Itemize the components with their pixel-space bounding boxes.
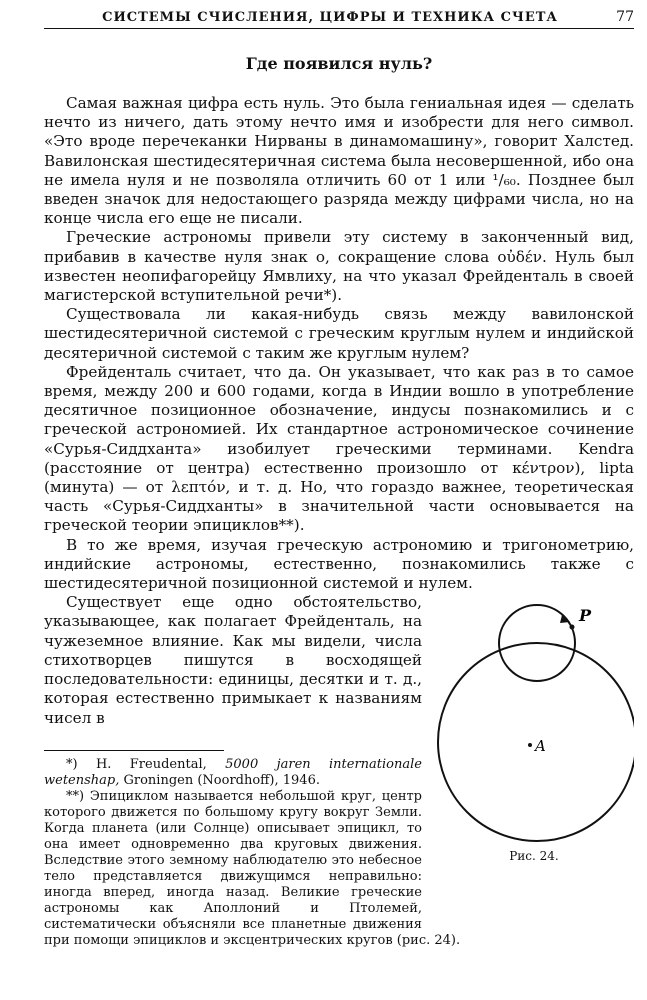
point-a-marker: [528, 743, 532, 747]
footnote-1-title: 5000 jaren internationale wetenshap,: [44, 756, 422, 788]
running-header: [44, 6, 634, 29]
paragraph-6: Существует еще одно обстоятельство, указывающее, как полагает Фрейденталь, на чужеземное влияние. Как мы видели, числа стихотворцев пишутся в восходящей последовательности: единицы, десятки и т. д., которая естественно примыкает к названиям чисел в: [44, 593, 422, 727]
paragraph-1: Самая важная цифра есть нуль. Это была гениальная идея — сделать нечто из ничего, дать этому нечто имя и изобрести для него символ. «Это вроде перечеканки Нирваны в динамомашину», говорит Халстед. Вавилонская шестидесятеричная система была несовершенной, ибо она не имела нуля и не позволяла отличить 60 от 1 или ¹/₆₀. Позднее был введен значок для недостающего разряда между цифрами числа, но на конце числа его еще не писали.: [44, 94, 634, 228]
point-p-marker: [570, 625, 575, 630]
paragraph-3: Существовала ли какая-нибудь связь между вавилонской шестидесятеричной системой с греческим круглым нулем и индийской десятеричной системой с таким же круглым нулем?: [44, 305, 634, 362]
page-number: 77: [616, 9, 634, 25]
footnote-2: **) Эпициклом называется небольшой круг, центр которого движется по большому кругу вокруг Земли. Когда планета (или Солнце) описывает эпицикл, то она имеет одновременно два круговых движения. Вследствие этого земному наблюдателю это небесное тело представляется движущимся неправильно: иногда вперед, иногда назад. Великие греческие астрономы как Аполлоний и Птолемей, систематически объясняли все планетные движения при помощи эпициклов и эксцентрических кругов (рис. 24).: [44, 788, 461, 948]
epicycle-diagram: [434, 597, 634, 843]
paragraph-5: В то же время, изучая греческую астрономию и тригонометрию, индийские астрономы, естественно, познакомились также с шестидесятеричной позиционной системой и нулем.: [44, 535, 634, 593]
paragraph-2: Греческие астрономы привели эту систему в законченный вид, прибавив в качестве нуля знак ο, сокращение слова οὐδέν. Нуль был известен неопифагорейцу Ямвлиху, на что указал Фрейденталь в своей магистерской вступительной речи*).: [44, 228, 634, 305]
footnote-1-publisher: Groningen (Noordhoff), 1946.: [123, 772, 320, 788]
section-title: Где появился нуль?: [245, 54, 433, 73]
epicycle-figure: [434, 597, 634, 927]
paragraph-4: Фрейденталь считает, что да. Он указывает, что как раз в то самое время, между 200 и 600 годами, когда в Индии вошло в употребление десятичное позиционное обозначение, индусы познакомились и с греческой астрономией. Их стандартное астрономическое сочинение «Сурья-Сиддханта» изобилует греческими терминами. Kendra (расстояние от центра) естественно произошло от κέντρον), lipta (минута) — от λεπτόν, и т. д. Но, что гораздо важнее, теоретическая часть «Сурья-Сиддханты» в значительной части основывается на греческой теории эпициклов**).: [44, 362, 634, 535]
running-title: СИСТЕМЫ СЧИСЛЕНИЯ, ЦИФРЫ И ТЕХНИКА СЧЕТА: [102, 10, 559, 25]
footnote-1-author: H. Freudental,: [95, 756, 207, 772]
footnote-1-marker: *): [66, 756, 78, 772]
point-a-label: A: [535, 737, 546, 756]
point-p-label: P: [579, 606, 592, 626]
footnote-rule: [44, 750, 224, 751]
figure-caption: Рис. 24.: [509, 849, 559, 864]
main-text: [44, 94, 634, 949]
